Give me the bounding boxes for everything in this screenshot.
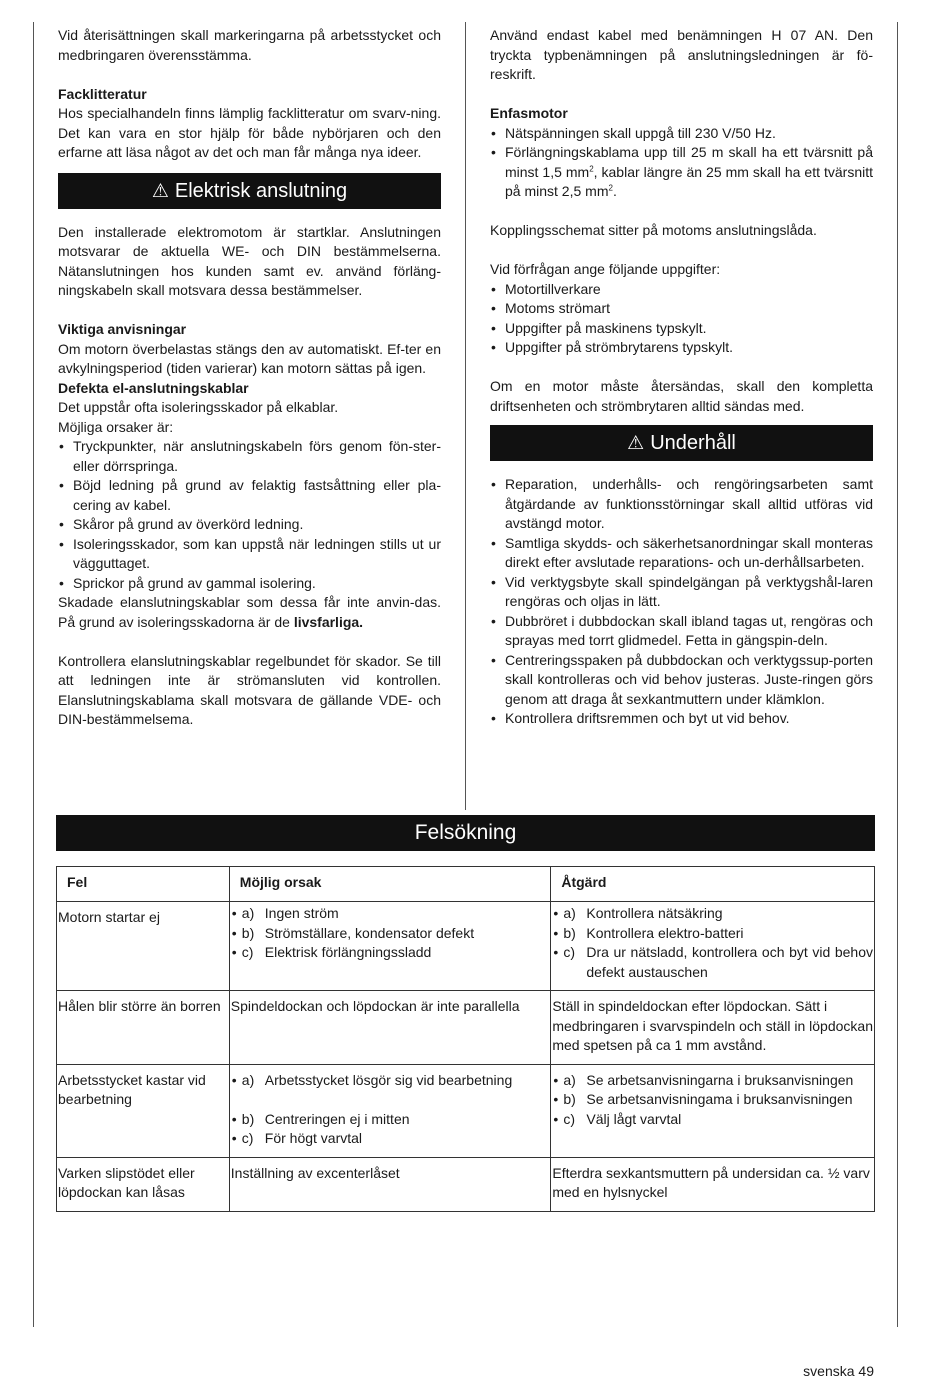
page-number: 49 [858,1363,874,1379]
item-text: Se arbetsanvisningama i bruksanvisningen [586,1091,853,1107]
elektrisk-heading: Elektrisk anslutning [174,179,348,202]
page-border-right [897,22,898,1327]
item-text: Ingen ström [264,905,339,921]
troubleshooting-table [56,866,875,1212]
list-item [552,904,873,924]
page-border-left [33,22,34,1327]
item-text: Dra ur nätsladd, kontrollera och byt vid behov defekt austauschen [586,944,873,980]
felsokning-banner: Felsökning [56,815,875,851]
underhall-heading: Underhåll [650,432,736,454]
enfasmotor-list [490,124,873,202]
item-text: Kontrollera elektro-batteri [586,924,744,941]
item-text: Elektrisk förlängningssladd [264,944,432,960]
list-item [231,1110,550,1130]
item-letter: • b) [241,1110,255,1127]
cell-fel [57,1157,230,1211]
intro-text: Vid återisättningen skall markeringarna på arbetsstycket och medbringaren överensstämma. [58,27,441,63]
item-text: Arbetsstycket lösgör sig vid bearbetning [264,1071,513,1088]
list-item: • Motoms strömart [490,299,873,319]
defekta-list [58,437,441,593]
defekta-text-2: Möjliga orsaker är: [58,418,174,435]
item-letter: • c) [241,944,254,960]
column-header-atgard: Åtgärd [551,867,875,902]
viktiga-heading: Viktiga anvisningar [58,321,187,337]
atersandas-text: Om en motor måste återsändas, skall den kompletta driftsenheten och strömbrytaren alltid sändas med. [490,378,873,414]
item-text: Strömställare, kondensator defekt [264,924,475,941]
enfas-item2-part-a: Förlängningskablama upp till 25 m skall ha ett tvärsnitt på minst 1,5 mm [505,144,873,180]
elektrisk-anslutning-banner [58,173,441,209]
fel-text: Hålen blir större än borren [58,998,221,1014]
cell-orsak [229,991,551,1065]
list-item [231,904,550,924]
list-item: • Uppgifter på strömbrytarens typskylt. [490,338,873,358]
fel-text: Varken slipstödet eller löpdockan kan låsas [58,1164,195,1200]
list-item: • Samtliga skydds- och säkerhetsanordningar skall monteras direkt efter avslutade reparations- och un-derhållsarbeten. [490,534,873,573]
atgard-list [552,1071,873,1130]
item-letter: • c) [563,1110,576,1127]
table-row [57,1157,875,1211]
viktiga-text: Om motorn överbelastas stängs den av automatiskt. Ef-ter en avkylningsperiod (tiden varierar) kan motorn sättas på igen. [58,340,441,376]
cell-orsak [229,1157,551,1211]
column-header-fel: Fel [57,867,230,902]
table-row [57,991,875,1065]
cell-fel [57,1064,230,1157]
skadade-paragraph [58,593,441,632]
item-text: För högt varvtal [264,1130,363,1146]
atgard-text: Ställ in spindeldockan efter löpdockan. Sätt i medbringaren i svarvspindeln och ställ in löpdockan med spetsen på ca 1 mm avstånd. [552,998,873,1053]
table-header-row [57,867,875,902]
warning-triangle-icon: ⚠ [151,180,169,202]
enfas-item2-part-c: . [612,183,617,199]
list-item [231,924,550,944]
list-item: • Kontrollera driftsremmen och byt ut vid behov. [490,709,873,729]
list-item [231,1071,550,1091]
list-item [552,943,873,982]
orsak-list [231,1071,550,1149]
cell-orsak [229,902,551,991]
skadade-bold: livsfarliga. [293,613,364,630]
facklitteratur-text: Hos specialhandeln finns lämplig facklitteratur om svarv-ning. Det kan vara en stor hjälp för både nybörjaren och den erfarne att läsa något av det och man får många nya ideer. [58,105,441,160]
item-text: Kontrollera nätsäkring [586,905,723,921]
list-item: • Motortillverkare [490,280,873,300]
item-letter: • a) [241,1071,255,1088]
list-item [552,1071,873,1091]
item-letter: • b) [563,924,576,941]
skadade-text: Skadade elanslutningskablar som dessa får inte anvin-das. På grund av isoleringsskadorna är de [58,594,441,630]
left-column [58,26,441,730]
item-text: Se arbetsanvisningarna i bruksanvisningen [586,1071,854,1088]
list-item: • Uppgifter på maskinens typskylt. [490,319,873,339]
list-item: • Isoleringsskador, som kan uppstå när ledningen stills ut ur vägguttaget. [58,535,441,574]
fel-text: Motorn startar ej [58,909,160,925]
atgard-list [552,904,873,982]
list-item: • Tryckpunkter, när anslutningskabeln förs genom fön-ster- eller dörrspringa. [58,437,441,476]
kontrollera-text: Kontrollera elanslutningskablar regelbundet för skador. Se till att ledningen inte är strömansluten vid kontrollen. Elanslutningskablama skall motsvara de gällande VDE- och DIN-bestämmelsema. [58,652,441,727]
list-item: • Nätspänningen skall uppgå till 230 V/50 Hz. [490,124,873,144]
facklitteratur-heading: Facklitteratur [58,85,147,102]
item-letter: • c) [563,944,576,960]
list-item [552,1110,873,1130]
underhall-banner [490,425,873,461]
list-item [490,143,873,202]
list-item [231,943,550,963]
column-header-orsak: Möjlig orsak [229,867,551,902]
defekta-heading: Defekta el-anslutningskablar [58,379,249,396]
list-item: • Sprickor på grund av gammal isolering. [58,574,441,594]
item-letter: • a) [563,1071,576,1088]
warning-triangle-icon: ⚠ [627,433,645,454]
enfasmotor-heading: Enfasmotor [490,105,568,121]
elektrisk-text: Den installerade elektromotom är startklar. Anslutningen motsvarar de aktuella WE- och DIN bestämmelserna. Nätanslutningen hos kunden samt ev. använd förläng-ningskabeln skall motsvara dessa bestämmelser. [58,223,441,298]
atgard-text: Efterdra sexkantsmuttern på undersidan ca. ½ varv med en hylsnyckel [552,1164,870,1200]
orsak-list [231,904,550,963]
cell-orsak [229,1064,551,1157]
enfas-item2-part-b: , kablar längre än 25 mm skall ha ett tvärsnitt på minst 2,5 mm [505,163,873,199]
orsak-text: Spindeldockan och löpdockan är inte parallella [230,998,520,1014]
list-item: • Reparation, underhålls- och rengöringsarbeten samt åtgärdande av funktionsstörningar skall alltid utföras vid avstängd motor. [490,475,873,534]
list-item [552,924,873,944]
table-row [57,902,875,991]
item-text: Centreringen ej i mitten [264,1110,410,1127]
item-letter: • c) [241,1130,254,1146]
list-item: • Vid verktygsbyte skall spindelgängan på verktygshål-laren rengöras och oljas in lätt. [490,573,873,612]
footer-language: svenska [803,1363,855,1379]
list-item: • Centreringsspaken på dubbdockan och verktygssup-porten skall kontrolleras och vid behov justeras. Juste-ringen görs genom att draga åt sexkantmuttern under klämklon. [490,651,873,710]
column-divider [465,22,466,810]
cell-fel [57,902,230,991]
list-item: • Dubbröret i dubbdockan skall ibland tagas ut, rengöras och sprayas med torrt glidmedel. Fetta in gängspin-deln. [490,612,873,651]
cell-atgard [551,991,875,1065]
cell-atgard [551,902,875,991]
underhall-list [490,475,873,729]
orsak-text: Inställning av excenterlåset [230,1164,400,1181]
cell-atgard [551,1157,875,1211]
defekta-text-1: Det uppstår ofta isoleringsskador på elkablar. [58,399,339,415]
forfragan-text: Vid förfrågan ange följande uppgifter: [490,261,721,277]
item-text: Välj lågt varvtal [586,1110,682,1127]
list-item: • Böjd ledning på grund av felaktig fastsåttning eller pla-cering av kabel. [58,476,441,515]
forfragan-list [490,280,873,358]
list-item [231,1129,550,1149]
item-letter: • a) [563,905,576,921]
fel-text: Arbetsstycket kastar vid bearbetning [58,1071,206,1107]
kabel-text: Använd endast kabel med benämningen H 07 AN. Den tryckta typbenämningen på anslutningsledningen är fö-reskrift. [490,27,873,82]
cell-fel [57,991,230,1065]
page-footer [803,1362,874,1382]
list-item: • Skåror på grund av överkörd ledning. [58,515,441,535]
superscript-2: 2 [589,163,594,173]
superscript-2: 2 [608,183,613,193]
right-column [490,26,873,729]
cell-atgard [551,1064,875,1157]
kopplingsschema-text: Kopplingsschemat sitter på motoms anslutningslåda. [490,222,817,238]
item-letter: • b) [241,924,255,941]
item-letter: • a) [241,905,255,921]
table-row [57,1064,875,1157]
list-item [552,1090,873,1110]
item-letter: • b) [563,1091,576,1107]
